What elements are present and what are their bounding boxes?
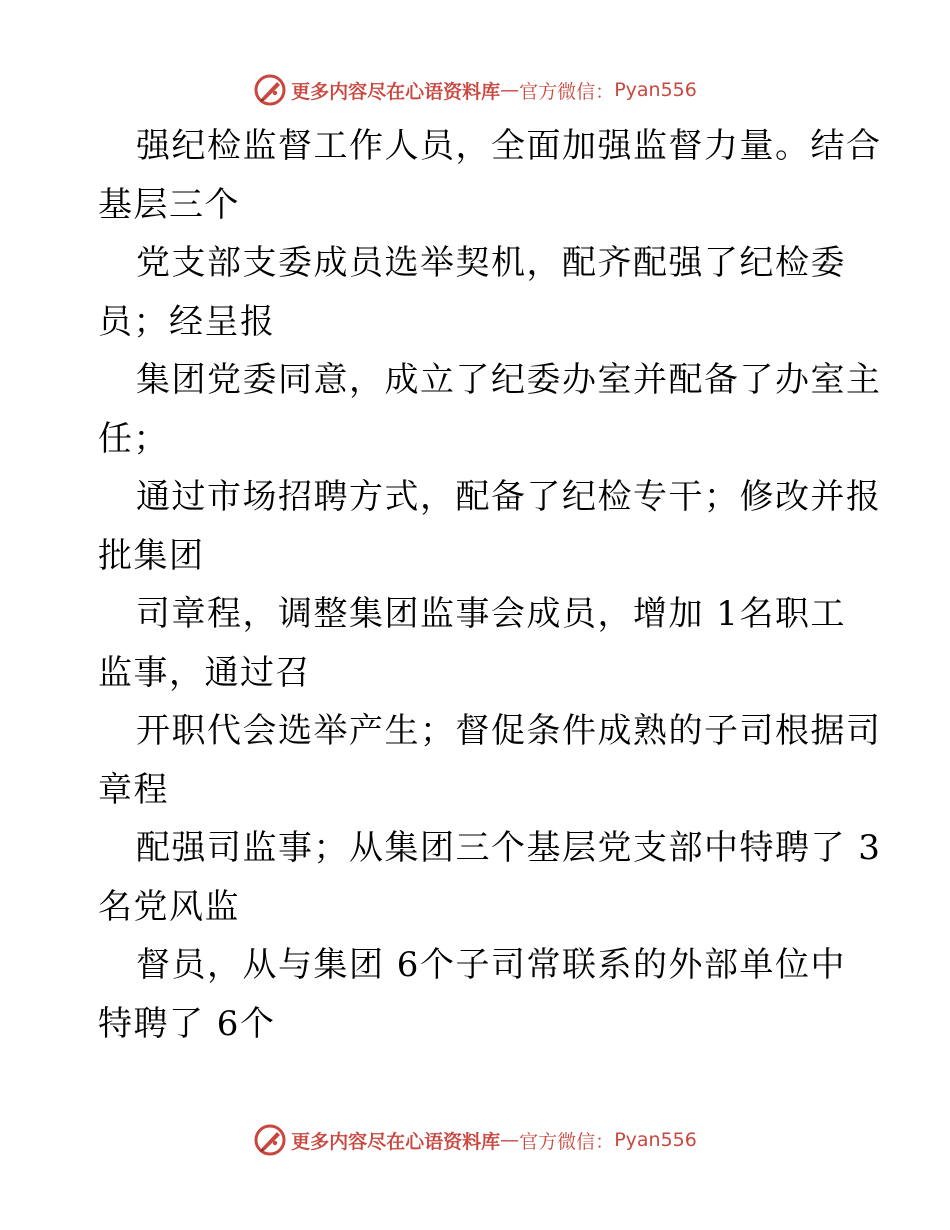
text-line: 基层三个 — [98, 184, 240, 225]
text-line: 集团党委同意，成立了纪委办室并配备了办室主 — [136, 360, 882, 400]
watermark-inner — [253, 73, 697, 107]
pen-logo-icon — [253, 1123, 287, 1157]
watermark-inner — [253, 1123, 697, 1157]
text-line: 配强司监事；从集团三个基层党支部中特聘了 3 — [136, 828, 882, 868]
text-line: 批集团 — [98, 535, 205, 576]
text-line: 党支部支委成员选举契机，配齐配强了纪检委 — [136, 243, 846, 283]
pen-logo-icon — [253, 73, 287, 107]
watermark-dash: — — [500, 79, 520, 101]
text-line: 特聘了 6个 — [98, 1003, 276, 1044]
watermark-label: 官方微信： — [519, 80, 615, 103]
document-body — [98, 117, 882, 1053]
text-line: 监事，通过召 — [98, 652, 311, 693]
header-watermark — [0, 70, 950, 110]
watermark-id: Pyan556 — [614, 1129, 697, 1151]
text-line: 督员，从与集团 6个子司常联系的外部单位中 — [136, 945, 846, 985]
watermark-main-text: 更多内容尽在心语资料库 — [291, 80, 501, 103]
text-line: 司章程，调整集团监事会成员，增加 1名职工 — [136, 594, 846, 634]
watermark-label: 官方微信： — [519, 1130, 615, 1153]
watermark-dash: — — [500, 1129, 520, 1151]
text-line: 通过市场招聘方式，配备了纪检专干；修改并报 — [136, 477, 882, 517]
text-line: 章程 — [98, 769, 169, 810]
text-line: 强纪检监督工作人员，全面加强监督力量。结合 — [136, 126, 882, 166]
text-line: 名党风监 — [98, 886, 240, 927]
watermark-main-text: 更多内容尽在心语资料库 — [291, 1130, 501, 1153]
watermark-id: Pyan556 — [614, 79, 697, 101]
text-line: 开职代会选举产生；督促条件成熟的子司根据司 — [136, 711, 882, 751]
text-line: 员；经呈报 — [98, 301, 276, 342]
footer-watermark — [0, 1120, 950, 1160]
text-line: 任； — [98, 418, 169, 459]
